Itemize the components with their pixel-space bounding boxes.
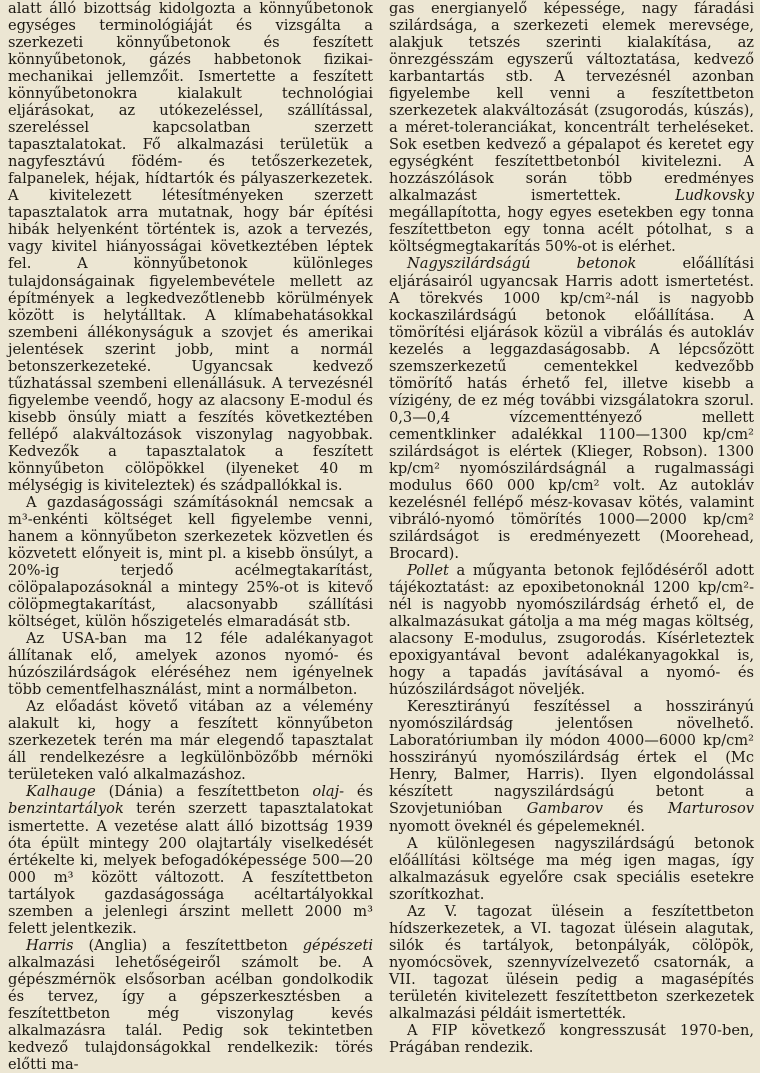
author-name: Marturosov [667,800,755,818]
text-run: és [603,800,668,818]
paragraph: Az előadást követő vitában az a vélemény alakult ki, hogy a feszített könnyűbeton szerkezetek terén ma már elegendő tapasztalat áll rendelkezésre a legkülönbözőbb mérnöki területeken való alkalmazáshoz. [8,698,373,784]
paragraph: Az V. tagozat ülésein a feszítettbeton hídszerkezetek, a VI. tagozat ülésein alagutak, silók és tartályok, betonpályák, cölöpök, nyomócsövek, szennyvízelvezető csatornák, a VII. tagozat ülésein pedig a magasépítés területén kivitelezett feszítettbeton szerkezetek alkalmazási példáit ismertették. [389,902,754,1022]
paragraph [389,0,754,255]
author-name: Harris [26,936,74,954]
text-run: terén szerzett tapasztalatokat ismertette. A vezetése alatt álló bizottság 1939 óta épült mintegy 200 olajtartály viselkedését értékelte ki, melyek befogadóképessége 500—20 000 m³ között változott. A feszítettbeton tartályok gazdaságossága acéltartályokkal szemben a jelenlegi árszint mellett 2000 m³ felett jelentkezik. [8,800,373,937]
author-name: Gambarov [526,800,604,818]
paragraph: A gazdaságossági számításoknál nemcsak a m³-enkénti költséget kell figyelembe venni, hanem a könnyűbeton szerkezetek közvetlen és közvetett előnyeit is, mint pl. a kisebb önsúlyt, a 20%-ig terjedő acélmegtakarítást, cölöpalapozásoknál a mintegy 25%-ot is kitevő cölöpmegtakarítást, alacsonyabb szállítási költséget, külön hőszigetelés elmaradását stb. [8,493,373,631]
emphasis: gépészeti [302,936,373,954]
author-name: Kalhauge [26,783,96,801]
text-run: nyomott öveknél és gépelemeknél. [389,817,645,835]
right-column [389,0,755,1056]
paragraph [389,562,754,698]
text-run: és [344,783,373,801]
paragraph [389,698,754,834]
emphasis: olaj- [312,783,345,801]
text-run: gas energianyelő képessége, nagy fáradási szilárdsága, a szerkezeti elemek merevsége, alakjuk tetszés szerinti kialakítása, az önrezgésszám egyszerű változtatása, kedvező karbantartás stb. A tervezésnél azonban figyelembe kell venni a feszítettbeton szerkezetek alakváltozását (zsugorodás, kúszás), a méret-toleranciákat, koncentrált terheléseket. Sok esetben kedvező a gépalapot és keretet egy egységként feszítettbetonból kivitelezni. A hozzászólások során több eredményes alkalmazást ismertettek. [389,0,754,205]
author-name: Pollet [407,562,449,580]
paragraph: A különlegesen nagyszilárdságú betonok előállítási költsége ma még igen magas, így alkalmazásuk egyelőre csak speciális esetekre szorítkozhat. [389,834,754,903]
left-column [8,0,373,1073]
author-name: Ludkovsky [675,187,754,205]
text-run: megállapította, hogy egyes esetekben egy tonna feszítettbeton egy tonna acélt pótolhat, s a költségmegtakarítás 50%-ot is elérhet. [389,204,754,256]
text-run: (Dánia) a feszítettbeton [95,783,313,801]
paragraph [8,783,373,936]
paragraph: A FIP következő kongresszusát 1970-ben, Prágában rendezik. [389,1021,754,1056]
text-run: alkalmazási lehetőségeiről számolt be. A gépészmérnök elsősorban acélban gondolkodik és tervez, így a gépszerkesztésben a feszítettbeton még viszonylag kevés alkalmazásra talál. Pedig sok tekintetben kedvező tulajdonságokkal rendelkezik: törés előtti ma- [8,953,373,1073]
paragraph [8,937,373,1073]
emphasis: benzintartályok [8,800,124,818]
paragraph: alatt álló bizottság kidolgozta a könnyűbetonok egységes terminológiáját és vizsgálta a szerkezeti könnyűbetonok és feszített könnyűbetonok, gázés habbetonok fizikai-mechanikai jellemzőit. Ismertette a feszített könnyűbetonokra kialakult technológiai eljárásokat, az utókezeléssel, szállítással, szereléssel kapcsolatban szerzett tapasztalatokat. Fő alkalmazási területük a nagyfesztávú födém- és tetőszerkezetek, falpanelek, héjak, hídtartók és pályaszerkezetek. A kivitelezett létesítményeken szerzett tapasztalatok arra mutatnak, hogy bár építési hibák helyenként történtek is, azok a tervezés, vagy kivitel hiányosságai következtében léptek fel. A könnyűbetonok különleges tulajdonságainak figyelembevétele mellett az építmények a legkedvezőtlenebb körülmények között is helytálltak. A klímabehatásokkal szembeni állékonyságuk a szovjet és amerikai jelentések szerint jobb, mint a normál betonszerkezeteké. Ugyancsak kedvező tűzhatással szembeni ellenállásuk. A tervezésnél figyelembe veendő, hogy az alacsony E-modul és kisebb önsúly miatt a feszítés következtében fellépő alakváltozások viszonylag nagyobbak. Kedvezők a tapasztalatok a feszített könnyűbeton cölöpökkel (ilyeneket 40 m mélységig is kiviteleztek) és szádpallókkal is. [8,0,373,494]
paragraph: Az USA-ban ma 12 féle adalékanyagot állítanak elő, amelyek azonos nyomó- és húzószilárdságok eléréséhez nem igényelnek több cementfelhasználást, mint a normálbeton. [8,630,373,699]
text-run: Keresztirányú feszítéssel a hosszirányú nyomószilárdság jelentősen növelhető. Laboratóriumban ily módon 4000—6000 kp/cm² hosszirányú nyomószilárdság értek el (Mc Henry, Balmer, Harris). Ilyen elgondolással készített nagyszilárdságú betont a Szovjetunióban [389,698,754,818]
emphasis: Nagyszilárdságú betonok [407,255,637,273]
text-run: a műgyanta betonok fejlődéséről adott tájékoztatást: az epoxibetonoknál 1200 kp/cm²-nél is nagyobb nyomószilárdság érhető el, de alkalmazásukat gátolja a ma még magas költség, alacsony E-modulus, zsugorodás. Kísérleteztek epoxigyantával bevont adalékanyagokkal is, hogy a tapadás javításával a nyomó- és húzószilárdságot növeljék. [389,562,754,699]
text-run: (Anglia) a feszítettbeton [73,936,303,954]
text-run: előállítási eljárásairól ugyancsak Harris adott ismertetést. A törekvés 1000 kp/cm²-nál is nagyobb kockaszilárdságú betonok előállítása. A tömörítési eljárások közül a vibrálás és autokláv kezelés a leggazdaságosabb. A lépcsőzött szemszerkezetű cementekkel kedvezőbb tömörítő hatás érhető fel, illetve kisebb a vízigény, de ez még további vizsgálatokra szorul. 0,3—0,4 vízcementtényező mellett cementklinker adalékkal 1100—1300 kp/cm² szilárdságot is elértek (Klieger, Robson). 1300 kp/cm² nyomószilárdságnál a rugalmassági modulus 660 000 kp/cm² volt. Az autokláv kezelésnél fellépő mész-kovasav kötés, valamint vibráló-nyomó tömörítés 1000—2000 kp/cm² szilárdságot is eredményezett (Moorehead, Brocard). [389,255,754,562]
paragraph [389,255,754,562]
